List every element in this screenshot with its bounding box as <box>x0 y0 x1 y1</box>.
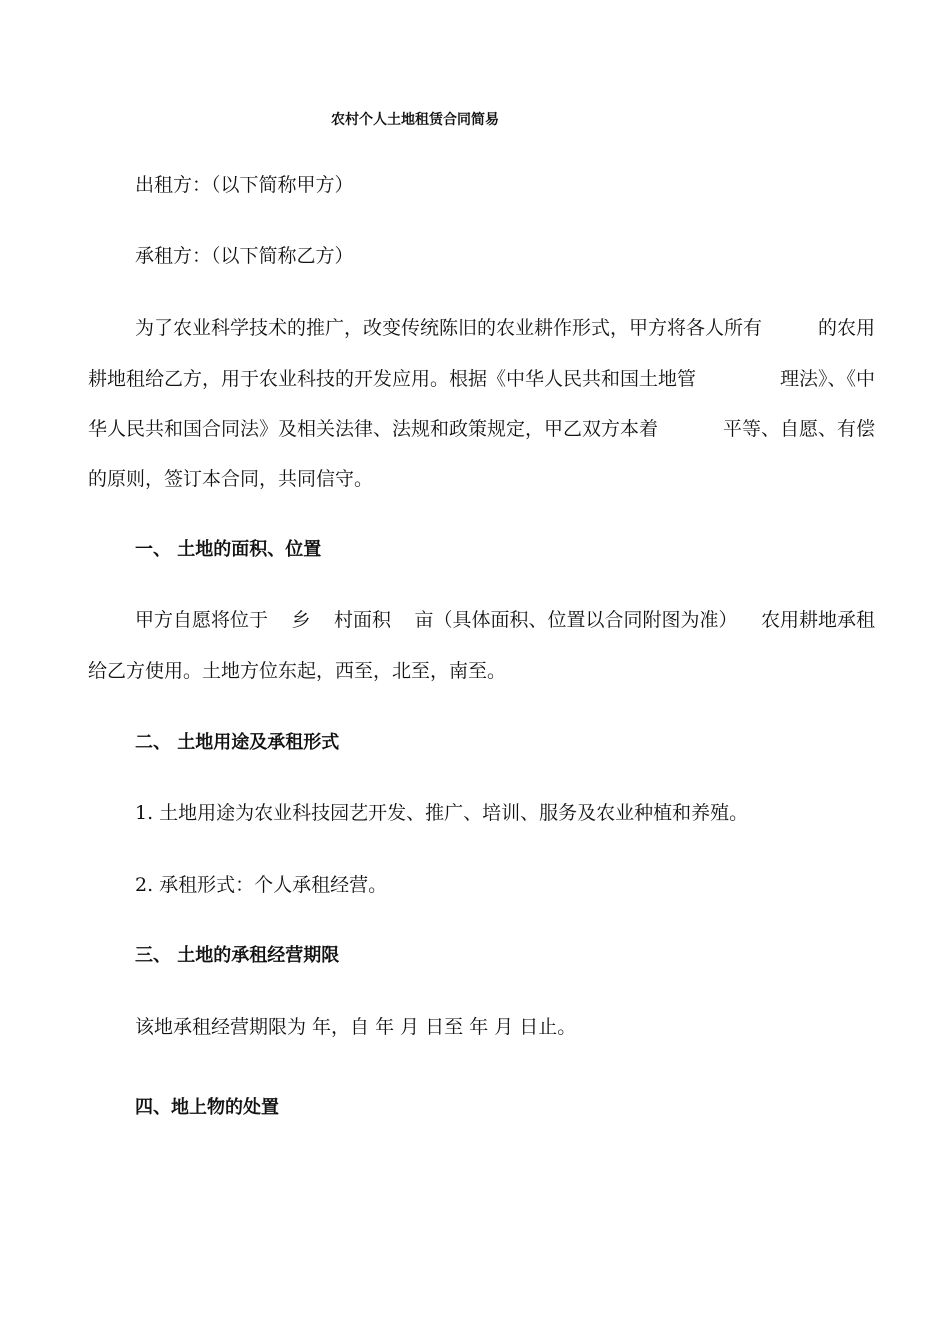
preamble-line-2 <box>88 366 875 392</box>
preamble-line-1-left: 为了农业科学技术的推广，改变传统陈旧的农业耕作形式，甲方将各人所有 <box>135 317 763 339</box>
lessor-line: 出租方：（以下简称甲方） <box>135 174 354 196</box>
section-1-line-1 <box>135 607 875 633</box>
section-2-heading: 二、 土地用途及承租形式 <box>135 732 340 753</box>
section-1-line-2: 给乙方使用。土地方位东起，西至，北至，南至。 <box>88 660 507 682</box>
lessee-line: 承租方：（以下简称乙方） <box>135 245 354 267</box>
section-2-item-2: 2. 承租形式：个人承租经营。 <box>135 874 388 896</box>
preamble-line-2-right: 理法》、《中 <box>779 368 875 390</box>
section-1-line-1-part-b: 乡 <box>291 609 311 631</box>
section-1-heading: 一、 土地的面积、位置 <box>135 539 322 560</box>
preamble-line-2-left: 耕地租给乙方，用于农业科技的开发应用。根据《中华人民共和国土地管 <box>88 368 697 390</box>
document-title: 农村个人土地租赁合同简易 <box>331 112 499 128</box>
section-4-heading: 四、地上物的处置 <box>135 1097 279 1118</box>
preamble-line-1-right: 的农用 <box>817 317 875 339</box>
section-2-item-1: 1. 土地用途为农业科技园艺开发、推广、培训、服务及农业种植和养殖。 <box>135 802 749 824</box>
section-3-heading: 三、 土地的承租经营期限 <box>135 945 340 966</box>
preamble-line-4: 的原则，签订本合同，共同信守。 <box>88 468 374 490</box>
section-3-term: 该地承租经营期限为 年，自 年 月 日至 年 月 日止。 <box>135 1016 577 1038</box>
section-1-line-1-part-d: 亩（具体面积、位置以合同附图为准） <box>414 609 738 631</box>
section-1-line-1-part-e: 农用耕地承租 <box>760 609 875 631</box>
preamble-line-3 <box>88 416 875 442</box>
section-1-line-1-part-c: 村面积 <box>333 609 391 631</box>
section-1-line-1-part-a: 甲方自愿将位于 <box>135 609 269 631</box>
preamble-line-3-left: 华人民共和国合同法》及相关法律、法规和政策规定，甲乙双方本着 <box>88 418 659 440</box>
preamble-line-3-right: 平等、自愿、有偿 <box>722 418 875 440</box>
preamble-line-1 <box>135 315 875 341</box>
